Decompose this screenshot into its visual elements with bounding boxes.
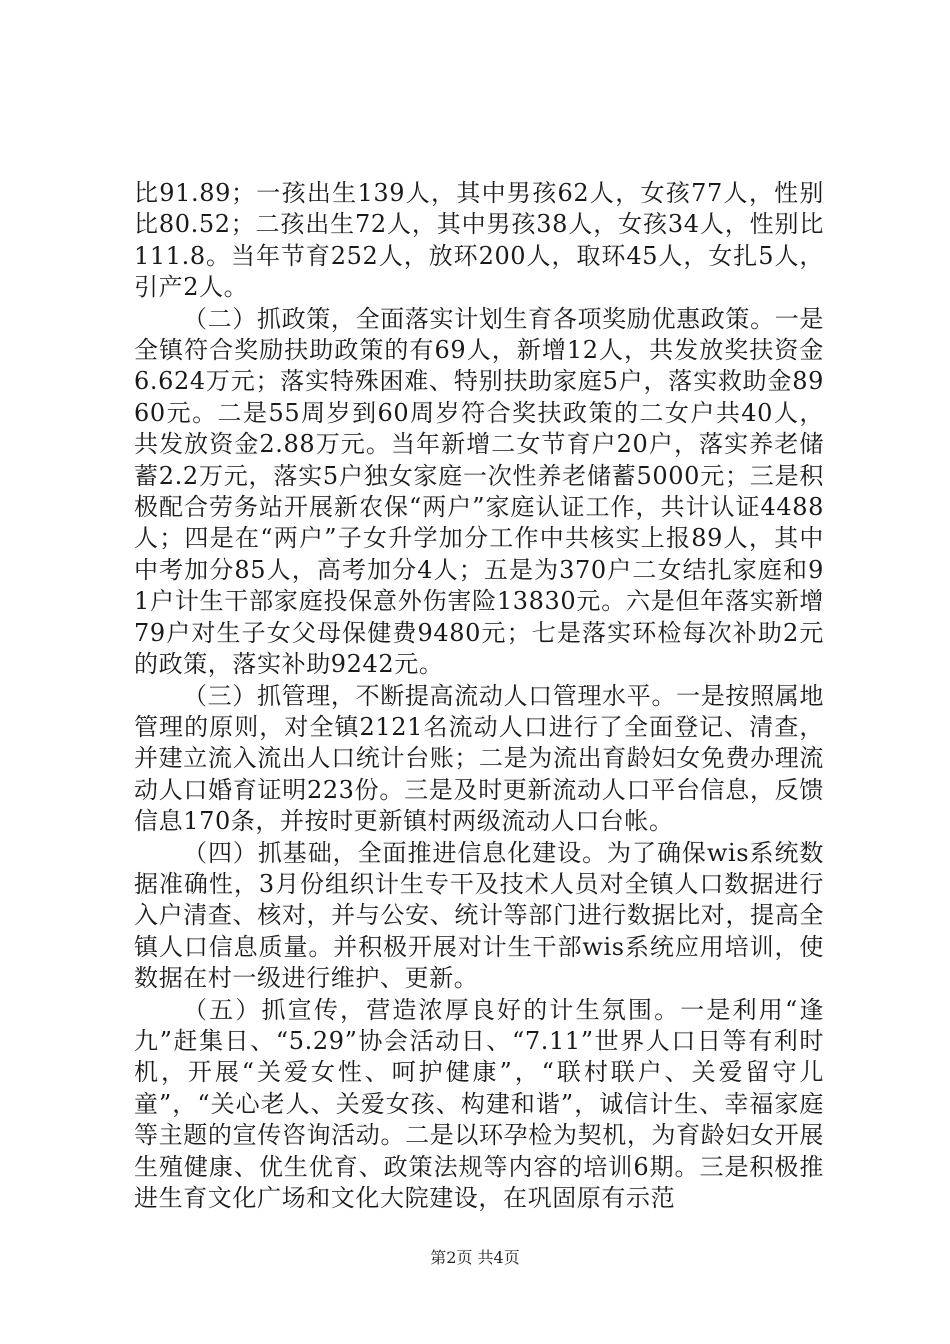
paragraph-policy: （二）抓政策，全面落实计划生育各项奖励优惠政策。一是全镇符合奖励扶助政策的有69人，新增12人，共发放奖扶资金6.624万元；落实特殊困难、特别扶助家庭5户，落实救助金8960元。二是55周岁到60周岁符合奖扶政策的二女户共40人，共发放资金2.88万元。当年新增二女节育户20户，落实养老储蓄2.2万元，落实5户独女家庭一次性养老储蓄5000元；三是积极配合劳务站开展新农保“两户”家庭认证工作，共计认证4488人；四是在“两户”子女升学加分工作中共核实上报89人，其中中考加分85人，高考加分4人；五是为370户二女结扎家庭和91户计生干部家庭投保意外伤害险13830元。六是但年落实新增79户对生子女父母保健费9480元；七是落实环检每次补助2元的政策，落实补助9242元。: [134, 304, 824, 679]
paragraph-publicity: （五）抓宣传，营造浓厚良好的计生氛围。一是利用“逢九”赶集日、“5.29”协会活动日、“7.11”世界人口日等有利时机，开展“关爱女性、呵护健康”，“联村联户、关爱留守儿童”，“关心老人、关爱女孩、构建和谐”，诚信计生、幸福家庭等主题的宣传咨询活动。二是以环孕检为契机，为育龄妇女开展生殖健康、优生优育、政策法规等内容的培训6期。三是积极推进生育文化广场和文化大院建设，在巩固原有示范: [134, 995, 824, 1212]
paragraph-infrastructure: （四）抓基础，全面推进信息化建设。为了确保wis系统数据准确性，3月份组织计生专干及技术人员对全镇人口数据进行入户清查、核对，并与公安、统计等部门进行数据比对，提高全镇人口信息质量。并积极开展对计生干部wis系统应用培训，使数据在村一级进行维护、更新。: [134, 838, 824, 993]
page-number-footer: 第2页 共4页: [430, 1248, 520, 1267]
document-body: [134, 178, 824, 1214]
paragraph-continued-statistics: 比91.89；一孩出生139人，其中男孩62人，女孩77人，性别比80.52；二孩出生72人，其中男孩38人，女孩34人，性别比111.8。当年节育252人，放环200人，取环45人，女扎5人，引产2人。: [134, 179, 824, 302]
paragraph-management: （三）抓管理，不断提高流动人口管理水平。一是按照属地管理的原则，对全镇2121名流动人口进行了全面登记、清查，并建立流入流出人口统计台账；二是为流出育龄妇女免费办理流动人口婚育证明223份。三是及时更新流动人口平台信息，反馈信息170条，并按时更新镇村两级流动人口台帐。: [134, 681, 824, 836]
